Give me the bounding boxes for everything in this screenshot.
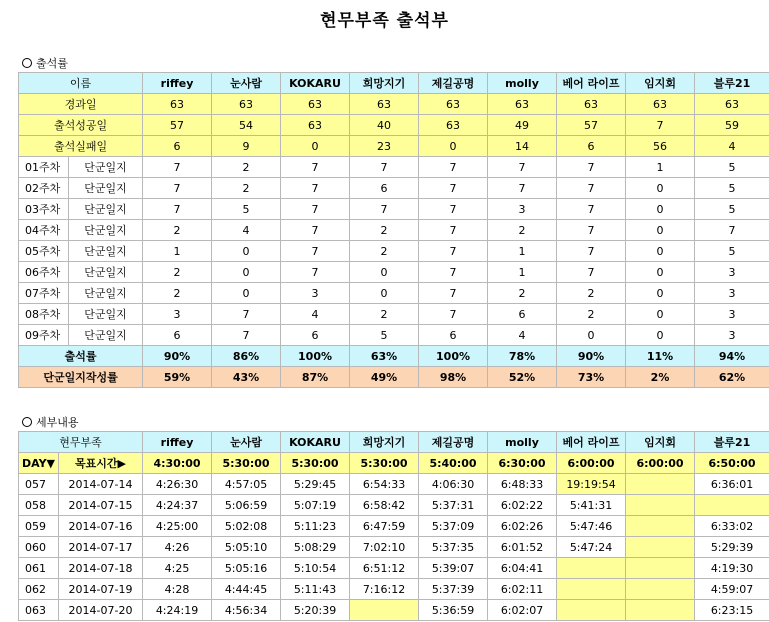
rate-cell[interactable]: 73% xyxy=(557,367,626,388)
week-cell[interactable]: 7 xyxy=(143,178,212,199)
stat-cell[interactable]: 0 xyxy=(419,136,488,157)
week-cell[interactable]: 7 xyxy=(350,199,419,220)
time-cell[interactable] xyxy=(626,537,695,558)
time-cell[interactable]: 5:08:29 xyxy=(281,537,350,558)
week-cell[interactable]: 7 xyxy=(557,157,626,178)
goal-cell[interactable]: 6:30:00 xyxy=(488,453,557,474)
week-cell[interactable]: 4 xyxy=(488,325,557,346)
week-cell[interactable]: 7 xyxy=(419,304,488,325)
rate-cell[interactable]: 59% xyxy=(143,367,212,388)
time-cell[interactable]: 6:48:33 xyxy=(488,474,557,495)
column-header-member[interactable]: 임지회 xyxy=(626,432,695,453)
week-row xyxy=(19,220,769,241)
column-header-member[interactable]: 눈사람 xyxy=(212,73,281,94)
week-cell[interactable]: 2 xyxy=(350,304,419,325)
stat-cell[interactable]: 7 xyxy=(626,115,695,136)
week-cell[interactable]: 5 xyxy=(350,325,419,346)
goal-cell[interactable]: 5:30:00 xyxy=(212,453,281,474)
rate-cell[interactable]: 78% xyxy=(488,346,557,367)
stat-cell[interactable]: 63 xyxy=(488,94,557,115)
date-cell[interactable]: 2014-07-15 xyxy=(59,495,143,516)
section-detail-label: 세부내용 xyxy=(22,414,79,430)
stat-cell[interactable]: 63 xyxy=(695,94,769,115)
goal-header[interactable]: 목표시간▶ xyxy=(59,453,143,474)
column-header-member[interactable]: 제길공명 xyxy=(419,432,488,453)
time-cell[interactable]: 4:56:34 xyxy=(212,600,281,621)
column-header-name[interactable]: 이름 xyxy=(19,73,143,94)
row-label[interactable]: 경과일 xyxy=(19,94,143,115)
week-cell[interactable]: 0 xyxy=(212,241,281,262)
column-header-member[interactable]: 임지회 xyxy=(626,73,695,94)
date-cell[interactable]: 2014-07-19 xyxy=(59,579,143,600)
time-cell[interactable]: 6:23:15 xyxy=(695,600,769,621)
day-cell[interactable]: 063 xyxy=(19,600,59,621)
day-cell[interactable]: 057 xyxy=(19,474,59,495)
row-label[interactable]: 출석실패일 xyxy=(19,136,143,157)
rate-cell[interactable]: 90% xyxy=(557,346,626,367)
time-cell[interactable]: 4:19:30 xyxy=(695,558,769,579)
stat-cell[interactable]: 9 xyxy=(212,136,281,157)
week-row xyxy=(19,157,769,178)
week-cell[interactable]: 3 xyxy=(695,325,769,346)
time-cell[interactable]: 5:36:59 xyxy=(419,600,488,621)
stat-cell[interactable]: 6 xyxy=(143,136,212,157)
stat-cell[interactable]: 14 xyxy=(488,136,557,157)
week-cell[interactable]: 7 xyxy=(281,220,350,241)
day-cell[interactable]: 061 xyxy=(19,558,59,579)
attendance-table xyxy=(18,72,769,388)
time-cell[interactable]: 5:11:43 xyxy=(281,579,350,600)
week-label[interactable]: 08주차 xyxy=(19,304,69,325)
column-header-member[interactable]: 눈사람 xyxy=(212,432,281,453)
week-cell[interactable]: 0 xyxy=(626,241,695,262)
week-cell[interactable]: 0 xyxy=(212,262,281,283)
time-cell[interactable]: 5:29:45 xyxy=(281,474,350,495)
column-header-member[interactable]: 블루21 xyxy=(695,432,769,453)
time-cell[interactable] xyxy=(626,516,695,537)
date-cell[interactable]: 2014-07-20 xyxy=(59,600,143,621)
time-cell[interactable]: 4:57:05 xyxy=(212,474,281,495)
time-cell[interactable]: 5:37:09 xyxy=(419,516,488,537)
week-cell[interactable]: 7 xyxy=(281,178,350,199)
stat-cell[interactable]: 59 xyxy=(695,115,769,136)
week-row xyxy=(19,199,769,220)
week-row xyxy=(19,283,769,304)
stat-cell[interactable]: 63 xyxy=(350,94,419,115)
rate-cell[interactable]: 43% xyxy=(212,367,281,388)
time-cell[interactable]: 6:02:11 xyxy=(488,579,557,600)
week-cell[interactable]: 1 xyxy=(626,157,695,178)
time-cell[interactable]: 4:26:30 xyxy=(143,474,212,495)
stat-cell[interactable]: 23 xyxy=(350,136,419,157)
rate-cell[interactable]: 100% xyxy=(281,346,350,367)
time-cell[interactable]: 5:10:54 xyxy=(281,558,350,579)
stat-cell[interactable]: 63 xyxy=(212,94,281,115)
week-cell[interactable]: 0 xyxy=(626,325,695,346)
week-cell[interactable]: 2 xyxy=(557,283,626,304)
rate-cell[interactable]: 90% xyxy=(143,346,212,367)
time-cell[interactable]: 4:24:37 xyxy=(143,495,212,516)
time-cell[interactable]: 6:02:26 xyxy=(488,516,557,537)
week-cell[interactable]: 2 xyxy=(350,220,419,241)
stat-cell[interactable]: 40 xyxy=(350,115,419,136)
time-cell[interactable] xyxy=(626,495,695,516)
date-cell[interactable]: 2014-07-16 xyxy=(59,516,143,537)
week-cell[interactable]: 5 xyxy=(695,157,769,178)
time-cell[interactable] xyxy=(557,600,626,621)
time-cell[interactable]: 4:25 xyxy=(143,558,212,579)
week-cell[interactable]: 0 xyxy=(626,220,695,241)
column-header-member[interactable]: 희망지기 xyxy=(350,73,419,94)
time-cell[interactable]: 5:37:31 xyxy=(419,495,488,516)
week-cell[interactable]: 7 xyxy=(281,199,350,220)
time-cell[interactable]: 6:02:22 xyxy=(488,495,557,516)
week-cell[interactable]: 2 xyxy=(143,283,212,304)
column-header-member[interactable]: KOKARU xyxy=(281,432,350,453)
week-cell[interactable]: 1 xyxy=(143,241,212,262)
week-cell[interactable]: 3 xyxy=(281,283,350,304)
day-header[interactable]: DAY▼ xyxy=(19,453,59,474)
week-cell[interactable]: 7 xyxy=(419,220,488,241)
week-cell[interactable]: 0 xyxy=(212,283,281,304)
time-cell[interactable]: 5:41:31 xyxy=(557,495,626,516)
column-header-member[interactable]: molly xyxy=(488,432,557,453)
week-row xyxy=(19,241,769,262)
rate-cell[interactable]: 2% xyxy=(626,367,695,388)
week-cell[interactable]: 7 xyxy=(281,157,350,178)
stat-row xyxy=(19,136,769,157)
column-header-member[interactable]: 베어 라이프 xyxy=(557,73,626,94)
week-cell[interactable]: 7 xyxy=(557,220,626,241)
time-cell[interactable]: 6:51:12 xyxy=(350,558,419,579)
week-cell[interactable]: 7 xyxy=(695,220,769,241)
goal-cell[interactable]: 5:30:00 xyxy=(350,453,419,474)
time-cell[interactable]: 4:24:19 xyxy=(143,600,212,621)
journal-label[interactable]: 단군일지 xyxy=(69,304,143,325)
week-label[interactable]: 04주차 xyxy=(19,220,69,241)
row-label[interactable]: 출석률 xyxy=(19,346,143,367)
week-cell[interactable]: 0 xyxy=(626,283,695,304)
stat-cell[interactable]: 4 xyxy=(695,136,769,157)
week-label[interactable]: 09주차 xyxy=(19,325,69,346)
week-cell[interactable]: 6 xyxy=(350,178,419,199)
row-label[interactable]: 단군일지작성률 xyxy=(19,367,143,388)
week-cell[interactable]: 1 xyxy=(488,241,557,262)
time-cell[interactable]: 5:47:24 xyxy=(557,537,626,558)
time-cell[interactable]: 4:06:30 xyxy=(419,474,488,495)
time-cell[interactable]: 5:37:35 xyxy=(419,537,488,558)
time-cell[interactable] xyxy=(557,558,626,579)
column-header-member[interactable]: 제길공명 xyxy=(419,73,488,94)
table-row xyxy=(19,537,769,558)
week-cell[interactable]: 2 xyxy=(143,262,212,283)
date-cell[interactable]: 2014-07-14 xyxy=(59,474,143,495)
rate-row xyxy=(19,367,769,388)
time-cell[interactable]: 7:16:12 xyxy=(350,579,419,600)
week-row xyxy=(19,178,769,199)
journal-label[interactable]: 단군일지 xyxy=(69,199,143,220)
time-cell[interactable] xyxy=(626,579,695,600)
column-header-member[interactable]: 베어 라이프 xyxy=(557,432,626,453)
time-cell[interactable] xyxy=(557,579,626,600)
week-cell[interactable]: 0 xyxy=(626,304,695,325)
time-cell[interactable]: 6:02:07 xyxy=(488,600,557,621)
week-cell[interactable]: 7 xyxy=(281,262,350,283)
time-cell[interactable]: 6:01:52 xyxy=(488,537,557,558)
week-cell[interactable]: 2 xyxy=(143,220,212,241)
week-cell[interactable]: 2 xyxy=(212,157,281,178)
time-cell[interactable]: 4:59:07 xyxy=(695,579,769,600)
week-cell[interactable]: 4 xyxy=(212,220,281,241)
table-row xyxy=(19,579,769,600)
week-cell[interactable]: 7 xyxy=(212,304,281,325)
week-label[interactable]: 01주차 xyxy=(19,157,69,178)
stat-cell[interactable]: 56 xyxy=(626,136,695,157)
time-cell[interactable]: 6:54:33 xyxy=(350,474,419,495)
date-cell[interactable]: 2014-07-17 xyxy=(59,537,143,558)
time-cell[interactable]: 6:47:59 xyxy=(350,516,419,537)
week-label[interactable]: 06주차 xyxy=(19,262,69,283)
header-row xyxy=(19,432,769,453)
week-cell[interactable]: 7 xyxy=(143,157,212,178)
week-cell[interactable]: 5 xyxy=(695,199,769,220)
goal-cell[interactable]: 6:00:00 xyxy=(626,453,695,474)
stat-cell[interactable]: 63 xyxy=(419,115,488,136)
week-cell[interactable]: 6 xyxy=(143,325,212,346)
week-cell[interactable]: 2 xyxy=(557,304,626,325)
week-cell[interactable]: 7 xyxy=(350,157,419,178)
column-header-member[interactable]: riffey xyxy=(143,432,212,453)
goal-cell[interactable]: 6:00:00 xyxy=(557,453,626,474)
time-cell[interactable]: 5:29:39 xyxy=(695,537,769,558)
time-cell[interactable]: 4:44:45 xyxy=(212,579,281,600)
circle-bullet-icon xyxy=(22,58,32,68)
week-label[interactable]: 02주차 xyxy=(19,178,69,199)
time-cell[interactable] xyxy=(350,600,419,621)
week-cell[interactable]: 7 xyxy=(143,199,212,220)
stat-cell[interactable]: 63 xyxy=(143,94,212,115)
week-cell[interactable]: 3 xyxy=(695,304,769,325)
section-attendance-label: 출석률 xyxy=(22,55,68,71)
time-cell[interactable]: 5:05:10 xyxy=(212,537,281,558)
time-cell[interactable]: 6:33:02 xyxy=(695,516,769,537)
stat-cell[interactable]: 63 xyxy=(626,94,695,115)
day-cell[interactable]: 062 xyxy=(19,579,59,600)
day-cell[interactable]: 058 xyxy=(19,495,59,516)
stat-cell[interactable]: 0 xyxy=(281,136,350,157)
time-cell[interactable] xyxy=(626,558,695,579)
goal-cell[interactable]: 6:50:00 xyxy=(695,453,769,474)
week-cell[interactable]: 7 xyxy=(419,241,488,262)
rate-row xyxy=(19,346,769,367)
week-cell[interactable]: 6 xyxy=(488,304,557,325)
time-cell[interactable]: 5:11:23 xyxy=(281,516,350,537)
rate-cell[interactable]: 63% xyxy=(350,346,419,367)
stat-cell[interactable]: 6 xyxy=(557,136,626,157)
circle-bullet-icon xyxy=(22,417,32,427)
week-cell[interactable]: 7 xyxy=(557,241,626,262)
rate-cell[interactable]: 86% xyxy=(212,346,281,367)
week-label[interactable]: 07주차 xyxy=(19,283,69,304)
week-cell[interactable]: 7 xyxy=(557,199,626,220)
week-cell[interactable]: 0 xyxy=(350,262,419,283)
time-cell[interactable]: 4:28 xyxy=(143,579,212,600)
time-cell[interactable]: 5:05:16 xyxy=(212,558,281,579)
rate-cell[interactable]: 52% xyxy=(488,367,557,388)
week-cell[interactable]: 3 xyxy=(488,199,557,220)
week-cell[interactable]: 7 xyxy=(488,157,557,178)
week-row xyxy=(19,304,769,325)
week-cell[interactable]: 1 xyxy=(488,262,557,283)
goal-cell[interactable]: 4:30:00 xyxy=(143,453,212,474)
rate-cell[interactable]: 49% xyxy=(350,367,419,388)
week-cell[interactable]: 7 xyxy=(419,178,488,199)
time-cell[interactable]: 5:07:19 xyxy=(281,495,350,516)
week-cell[interactable]: 6 xyxy=(419,325,488,346)
column-header-member[interactable]: 블루21 xyxy=(695,73,769,94)
week-cell[interactable]: 2 xyxy=(488,220,557,241)
time-cell[interactable]: 6:04:41 xyxy=(488,558,557,579)
stat-cell[interactable]: 49 xyxy=(488,115,557,136)
time-cell[interactable]: 4:25:00 xyxy=(143,516,212,537)
week-cell[interactable]: 0 xyxy=(350,283,419,304)
rate-cell[interactable]: 87% xyxy=(281,367,350,388)
column-header-member[interactable]: molly xyxy=(488,73,557,94)
stat-cell[interactable]: 54 xyxy=(212,115,281,136)
journal-label[interactable]: 단군일지 xyxy=(69,262,143,283)
day-cell[interactable]: 059 xyxy=(19,516,59,537)
time-cell[interactable]: 5:20:39 xyxy=(281,600,350,621)
week-cell[interactable]: 7 xyxy=(419,262,488,283)
week-cell[interactable]: 7 xyxy=(557,262,626,283)
stat-cell[interactable]: 57 xyxy=(143,115,212,136)
week-cell[interactable]: 5 xyxy=(212,199,281,220)
time-cell[interactable]: 7:02:10 xyxy=(350,537,419,558)
week-cell[interactable]: 7 xyxy=(212,325,281,346)
week-label[interactable]: 05주차 xyxy=(19,241,69,262)
week-cell[interactable]: 7 xyxy=(419,157,488,178)
journal-label[interactable]: 단군일지 xyxy=(69,220,143,241)
column-header-member[interactable]: 희망지기 xyxy=(350,432,419,453)
week-cell[interactable]: 7 xyxy=(488,178,557,199)
stat-cell[interactable]: 63 xyxy=(281,115,350,136)
journal-label[interactable]: 단군일지 xyxy=(69,178,143,199)
stat-row xyxy=(19,94,769,115)
week-cell[interactable]: 3 xyxy=(695,262,769,283)
stat-cell[interactable]: 63 xyxy=(281,94,350,115)
time-cell[interactable]: 5:37:39 xyxy=(419,579,488,600)
goal-row xyxy=(19,453,769,474)
stat-cell[interactable]: 63 xyxy=(557,94,626,115)
rate-cell[interactable]: 62% xyxy=(695,367,769,388)
week-row xyxy=(19,262,769,283)
week-cell[interactable]: 2 xyxy=(350,241,419,262)
time-cell[interactable]: 4:26 xyxy=(143,537,212,558)
week-cell[interactable]: 7 xyxy=(557,178,626,199)
column-header-member[interactable]: riffey xyxy=(143,73,212,94)
time-cell[interactable]: 5:02:08 xyxy=(212,516,281,537)
page-title: 현무부족 출석부 xyxy=(320,11,449,31)
week-row xyxy=(19,325,769,346)
time-cell[interactable]: 6:58:42 xyxy=(350,495,419,516)
week-cell[interactable]: 7 xyxy=(419,283,488,304)
row-label[interactable]: 출석성공일 xyxy=(19,115,143,136)
rate-cell[interactable]: 100% xyxy=(419,346,488,367)
week-cell[interactable]: 2 xyxy=(488,283,557,304)
week-cell[interactable]: 0 xyxy=(626,262,695,283)
time-cell[interactable] xyxy=(695,495,769,516)
week-cell[interactable]: 0 xyxy=(626,178,695,199)
week-cell[interactable]: 2 xyxy=(212,178,281,199)
week-cell[interactable]: 5 xyxy=(695,241,769,262)
table-row xyxy=(19,558,769,579)
rate-cell[interactable]: 94% xyxy=(695,346,769,367)
table-row xyxy=(19,516,769,537)
week-cell[interactable]: 0 xyxy=(557,325,626,346)
time-cell[interactable]: 5:47:46 xyxy=(557,516,626,537)
week-cell[interactable]: 7 xyxy=(281,241,350,262)
time-cell[interactable]: 5:39:07 xyxy=(419,558,488,579)
week-cell[interactable]: 0 xyxy=(626,199,695,220)
table-row xyxy=(19,474,769,495)
rate-cell[interactable]: 11% xyxy=(626,346,695,367)
week-cell[interactable]: 4 xyxy=(281,304,350,325)
date-cell[interactable]: 2014-07-18 xyxy=(59,558,143,579)
goal-cell[interactable]: 5:30:00 xyxy=(281,453,350,474)
stat-cell[interactable]: 63 xyxy=(419,94,488,115)
week-cell[interactable]: 3 xyxy=(695,283,769,304)
stat-row xyxy=(19,115,769,136)
table-row xyxy=(19,600,769,621)
journal-label[interactable]: 단군일지 xyxy=(69,157,143,178)
rate-cell[interactable]: 98% xyxy=(419,367,488,388)
week-label[interactable]: 03주차 xyxy=(19,199,69,220)
goal-cell[interactable]: 5:40:00 xyxy=(419,453,488,474)
time-cell[interactable]: 6:36:01 xyxy=(695,474,769,495)
week-cell[interactable]: 5 xyxy=(695,178,769,199)
column-header-member[interactable]: KOKARU xyxy=(281,73,350,94)
day-cell[interactable]: 060 xyxy=(19,537,59,558)
detail-table xyxy=(18,431,769,621)
journal-label[interactable]: 단군일지 xyxy=(69,283,143,304)
journal-label[interactable]: 단군일지 xyxy=(69,241,143,262)
week-cell[interactable]: 7 xyxy=(419,199,488,220)
journal-label[interactable]: 단군일지 xyxy=(69,325,143,346)
time-cell[interactable]: 19:19:54 xyxy=(557,474,626,495)
week-cell[interactable]: 6 xyxy=(281,325,350,346)
week-cell[interactable]: 3 xyxy=(143,304,212,325)
header-row xyxy=(19,73,769,94)
time-cell[interactable] xyxy=(626,600,695,621)
time-cell[interactable]: 5:06:59 xyxy=(212,495,281,516)
stat-cell[interactable]: 57 xyxy=(557,115,626,136)
column-header-tribe[interactable]: 현무부족 xyxy=(19,432,143,453)
table-row xyxy=(19,495,769,516)
time-cell[interactable] xyxy=(626,474,695,495)
